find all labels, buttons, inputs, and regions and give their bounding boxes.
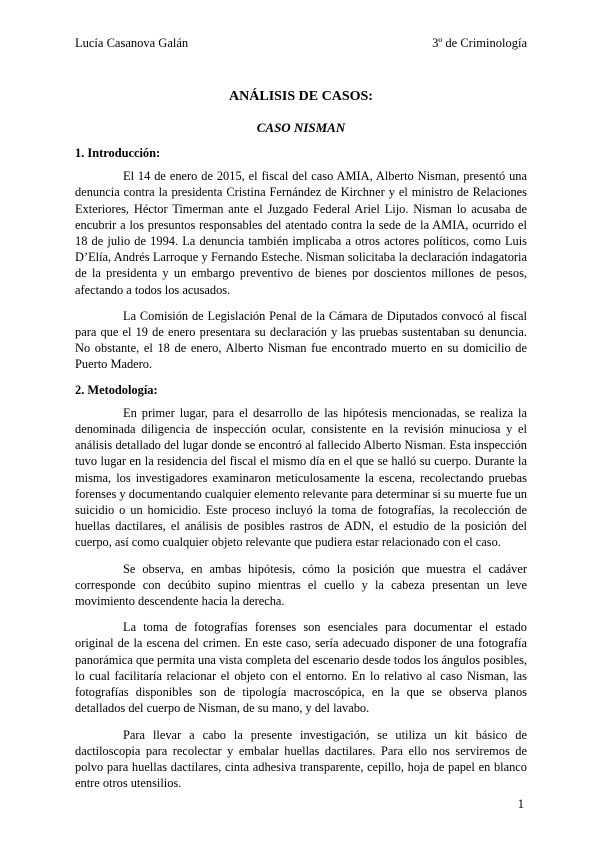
page-number: 1: [517, 797, 524, 811]
paragraph: Se observa, en ambas hipótesis, cómo la posición que muestra el cadáver corresponde con decúbito supino mientras el cuello y la cabeza presentan un leve movimiento descendente hacia la derecha.: [75, 561, 527, 609]
paragraph: Para llevar a cabo la presente investigación, se utiliza un kit básico de dactiloscopia para recolectar y embalar huellas dactilares. Para ello nos serviremos de polvo para huellas dactilares, cinta adhesiva transparente, cepillo, hoja de papel en blanco entre otros utensilios.: [75, 727, 527, 791]
section-heading-introduccion: 1. Introducción:: [75, 146, 161, 160]
header-author: Lucía Casanova Galán: [75, 36, 189, 50]
document-body: [75, 88, 527, 791]
paragraph: La toma de fotografías forenses son esenciales para documentar el estado original de la escena del crimen. En este caso, sería adecuado disponer de una fotografía panorámica que permita una vista completa del escenario desde todos los ángulos posibles, lo cual facilitaría relacionar el objeto con el entorno. En lo relativo al caso Nisman, las fotografías disponibles son de tipología macroscópica, en la que se observa planos detallados del cuerpo de Nisman, de su mano, y del lavabo.: [75, 620, 527, 716]
paragraph: En primer lugar, para el desarrollo de las hipótesis mencionadas, se realiza la denominada diligencia de inspección ocular, consistente en la revisión minuciosa y el análisis detallado del lugar donde se encontró al fallecido Alberto Nisman. Esta inspección tuvo lugar en la residencia del fiscal el mismo día en el que se halló su cuerpo. Durante la misma, los investigadores examinaron meticulosamente la escena, recolectando pruebas forenses y documentando cualquier elemento relevante para determinar si su muerte fue un suicidio o un homicidio. Este proceso incluyó la toma de fotografías, la recolección de huellas dactilares, el análisis de posibles rastros de ADN, el estudio de la posición del cuerpo, así como cualquier objeto relevante que pudiera estar relacionado con el caso.: [75, 405, 527, 550]
document-title: ANÁLISIS DE CASOS:: [229, 89, 373, 104]
paragraph: La Comisión de Legislación Penal de la Cámara de Diputados convocó al fiscal para que el 19 de enero presentara su declaración y las pruebas sustentaban su denuncia. No obstante, el 18 de enero, Alberto Nisman fue encontrado muerto en su domicilio de Puerto Madero.: [75, 308, 527, 372]
paragraph: El 14 de enero de 2015, el fiscal del caso AMIA, Alberto Nisman, presentó una denuncia contra la presidenta Cristina Fernández de Kirchner y el ministro de Relaciones Exteriores, Héctor Timerman ante el Juzgado Federal Ariel Lijo. Nisman lo acusaba de encubrir a los presuntos responsables del atentado contra la sede de la AMIA, ocurrido el 18 de julio de 1994. La denuncia también implicaba a otros actores políticos, como Luis D’Elía, Andrés Larroque y Fernando Esteche. Nisman solicitaba la declaración indagatoria de la presidenta y un embargo preventivo de bienes por doscientos millones de pesos, afectando a todos los acusados.: [75, 169, 527, 297]
section-heading-metodologia: 2. Metodología:: [75, 382, 158, 397]
page-header: [75, 36, 527, 51]
document-subtitle: CASO NISMAN: [256, 120, 346, 135]
header-course: 3º de Criminología: [432, 36, 527, 50]
